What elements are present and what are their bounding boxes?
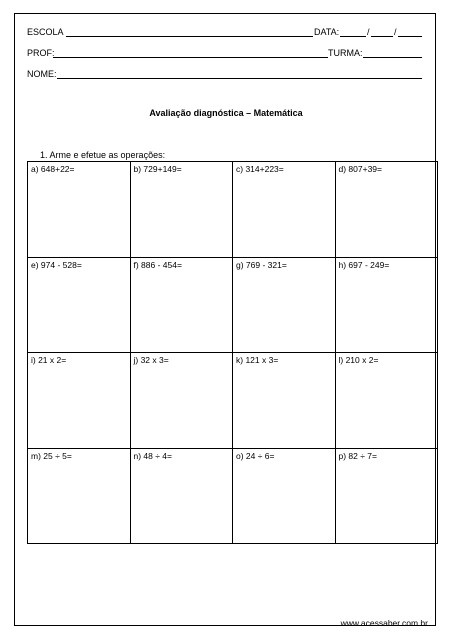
escola-label: ESCOLA xyxy=(27,27,64,37)
operation-cell-l[interactable]: l) 210 x 2= xyxy=(336,353,439,449)
nome-label: NOME: xyxy=(27,69,57,79)
operation-cell-e[interactable]: e) 974 - 528= xyxy=(28,258,131,354)
escola-field[interactable] xyxy=(66,36,313,37)
operation-cell-f[interactable]: f) 886 - 454= xyxy=(131,258,234,354)
prof-field[interactable] xyxy=(53,57,328,58)
instruction-text: 1. Arme e efetue as operações: xyxy=(40,150,166,160)
data-separator-2: / xyxy=(394,27,397,37)
operation-cell-i[interactable]: i) 21 x 2= xyxy=(28,353,131,449)
operation-cell-n[interactable]: n) 48 ÷ 4= xyxy=(131,449,234,545)
operation-cell-k[interactable]: k) 121 x 3= xyxy=(233,353,336,449)
nome-field[interactable] xyxy=(57,78,422,79)
operation-cell-j[interactable]: j) 32 x 3= xyxy=(131,353,234,449)
footer-url: www.acessaber.com.br xyxy=(340,618,428,628)
operation-cell-a[interactable]: a) 648+22= xyxy=(28,162,131,258)
operation-cell-b[interactable]: b) 729+149= xyxy=(131,162,234,258)
operation-cell-h[interactable]: h) 697 - 249= xyxy=(336,258,439,354)
prof-label: PROF: xyxy=(27,48,55,58)
data-separator-1: / xyxy=(367,27,370,37)
operations-grid xyxy=(27,161,438,544)
operation-cell-o[interactable]: o) 24 ÷ 6= xyxy=(233,449,336,545)
data-year-field[interactable] xyxy=(398,36,422,37)
operation-cell-m[interactable]: m) 25 ÷ 5= xyxy=(28,449,131,545)
operation-cell-p[interactable]: p) 82 ÷ 7= xyxy=(336,449,439,545)
data-month-field[interactable] xyxy=(371,36,393,37)
operation-cell-c[interactable]: c) 314+223= xyxy=(233,162,336,258)
data-label: DATA: xyxy=(314,27,340,37)
operation-cell-d[interactable]: d) 807+39= xyxy=(336,162,439,258)
page-title: Avaliação diagnóstica – Matemática xyxy=(149,108,303,118)
turma-field[interactable] xyxy=(363,57,422,58)
data-day-field[interactable] xyxy=(340,36,366,37)
turma-label: TURMA: xyxy=(328,48,363,58)
operation-cell-g[interactable]: g) 769 - 321= xyxy=(233,258,336,354)
